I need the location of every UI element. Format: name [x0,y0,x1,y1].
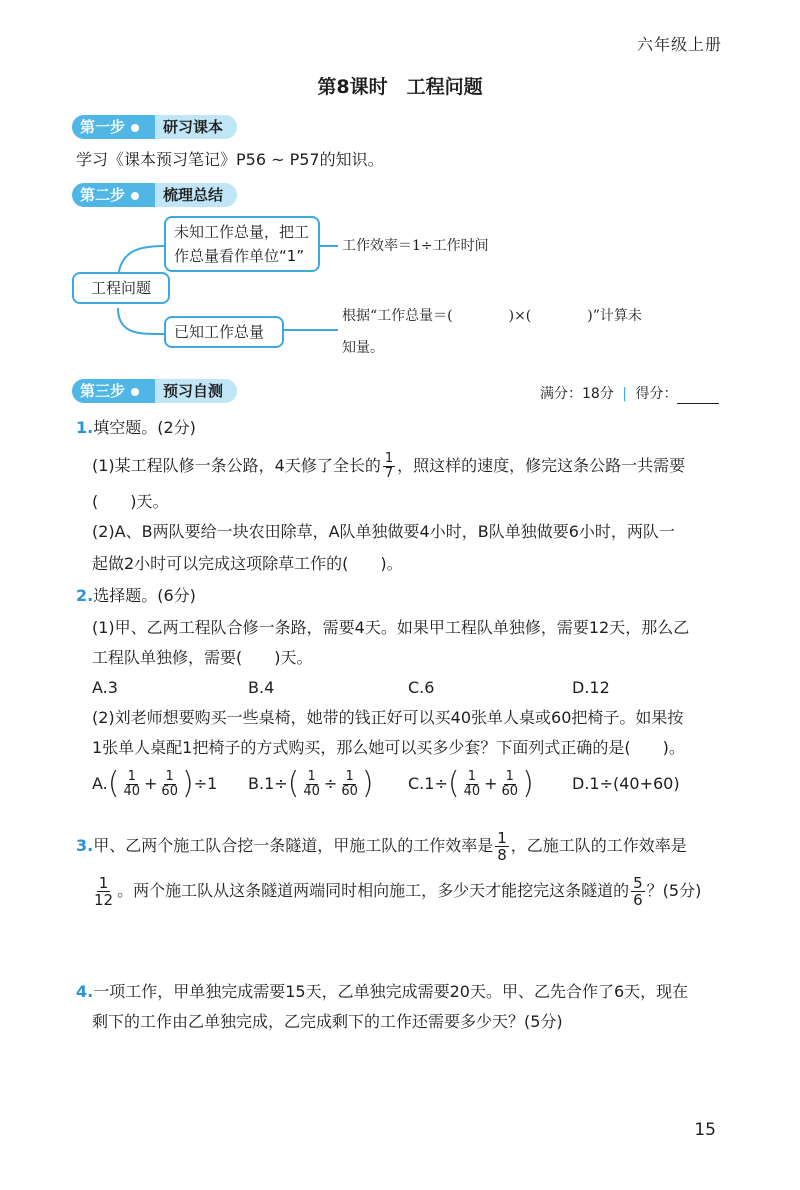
q3-line2: $\frac{1}{12}$ 。两个施工队从这条隧道两端同时相向施工，多少天才能挖完这条隧道的 $\frac{5}{6}$ ？(5分) [94,873,702,909]
q2-opt-b1: B.4 [248,678,275,697]
q2-p2-line1: (2)刘老师想要购买一些桌椅，她带的钱正好可以买40张单人桌或60把椅子。如果按 [92,708,684,727]
q2-head [76,586,196,606]
page-number: 15 [694,1120,716,1140]
step1-bar [72,114,237,140]
mindmap-branch-unknown [164,216,320,272]
step3-tag: 第三步 [72,379,155,403]
mindmap-root: 工程问题 [72,272,170,304]
mindmap-note1: 根据“工作总量＝( )×( )”计算未 [342,308,642,324]
q2-opt-d1: D.12 [572,678,610,697]
step2-bar [72,182,237,208]
q2-opt-a2: A. ( $\frac{1}{40}$ + $\frac{1}{60}$ ) ÷1 [92,766,218,801]
step2-name: 梳理总结 [145,183,237,207]
score-area [540,384,719,404]
q4-number: 4. [76,982,94,1001]
q2-opt-b2: B.1÷ ( $\frac{1}{40}$ ÷ $\frac{1}{60}$ ) [248,766,374,801]
q1-title: 填空题。(2分) [93,418,196,437]
q4-line1: 4.一项工作，甲单独完成需要15天，乙单独完成需要20天。甲、乙先合作了6天，现在 [76,982,689,1001]
q3-line1: 3. 甲、乙两个施工队合挖一条隧道，甲施工队的工作效率是 $\frac{1}{8}$ ，乙施工队的工作效率是 [76,828,687,864]
grade-label: 六年级上册 [636,35,722,54]
q3-number: 3. [76,836,94,855]
q2-opt-c2: C.1÷ ( $\frac{1}{40}$ + $\frac{1}{60}$ ) [408,766,534,801]
step3-name: 预习自测 [145,379,237,403]
mindmap-formula: 工作效率＝1÷工作时间 [342,238,489,254]
q1-p2-line1: (2)A、B两队要给一块农田除草，A队单独做要4小时，B队单独做要6小时，两队一 [92,522,675,541]
mindmap-note2: 知量。 [342,340,384,356]
dot-icon [131,124,139,132]
q2-opt-d2: D.1÷(40+60) [572,774,680,793]
page-title: 第8课时 工程问题 [317,76,483,98]
step1-text: 学习《课本预习笔记》P56 ~ P57的知识。 [76,150,384,169]
step3-bar [72,378,237,404]
q2-p2-line2: 1张单人桌配1把椅子的方式购买，那么她可以买多少套？下面列式正确的是( )。 [92,738,685,757]
score-divider: | [622,386,627,402]
score-full: 满分：18分 [540,386,614,402]
fraction-1-7: $\frac{1}{7}$ [384,451,394,481]
q2-title: 选择题。(6分) [93,586,196,605]
q1-head [76,418,196,438]
q2-p1-line2: 工程队单独修，需要( )天。 [92,648,313,667]
step2-tag: 第二步 [72,183,155,207]
q4-line2: 剩下的工作由乙单独完成，乙完成剩下的工作还需要多少天？(5分) [92,1012,563,1031]
mindmap-branch-known: 已知工作总量 [164,316,284,348]
q1-p1-line2: ( )天。 [92,492,169,511]
branch1-line2: 作总量看作单位“1” [174,247,305,265]
q1-number: 1. [76,418,94,437]
q2-opt-a1: A.3 [92,678,118,697]
q2-number: 2. [76,586,94,605]
step1-tag: 第一步 [72,115,155,139]
dot-icon [131,192,139,200]
q1-p1-line1: (1)某工程队修一条公路，4天修了全长的 $\frac{1}{7}$ ，照这样的速度，修完这条公路一共需要 [92,451,686,481]
score-get: 得分： [635,386,678,402]
step1-name: 研习课本 [145,115,237,139]
branch1-line1: 未知工作总量，把工 [174,223,310,241]
q2-p1-line1: (1)甲、乙两工程队合修一条路，需要4天。如果甲工程队单独修，需要12天，那么乙 [92,618,690,637]
q1-p2-line2: 起做2小时可以完成这项除草工作的( )。 [92,554,403,573]
q2-opt-c1: C.6 [408,678,435,697]
dot-icon [131,388,139,396]
score-blank[interactable] [677,389,719,404]
